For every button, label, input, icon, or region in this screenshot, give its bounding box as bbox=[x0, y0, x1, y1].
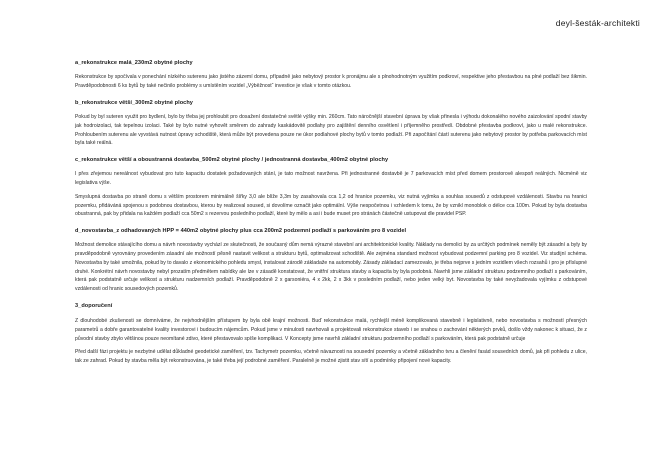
section-recommendation bbox=[75, 303, 587, 366]
section-recommendation-heading: 3_doporučení bbox=[75, 302, 113, 309]
section-d bbox=[75, 228, 587, 294]
section-b bbox=[75, 100, 587, 148]
document-body bbox=[75, 60, 587, 375]
section-a-heading: a_rekonstrukce malá_230m2 obytné plochy bbox=[75, 60, 193, 66]
section-a bbox=[75, 60, 587, 91]
section-d-paragraph-1: Možnost demolice stávajícího domu a návrh novostavby vychází ze skutečnosti, že současný dům nemá výrazné stavební ani architektonické kvality. Náklady na demolici by za určitých podmínek nemĕly být zásadní a byly by pravdĕpodobnĕ vyrovnány provedením zásadní ale možností pĕsnĕ nastavit velikost a strukturu bytů, optimalizovat schodištĕ. Ale zejména standard možnost vybudovat podzemní parking pro 8 vozidel. Viz studijní schéma. Novostavba by také umožnila, pokud by to davalo z ekonomického pohledu smysl, instalovat zárodĕ základaže na automobily. Zásady základací zamezovalo, je třeba nejprve s jedním vozidlem všech rozsahů i pro je příslupné druhé. Konkrétní návrh novostavby nebyl prozatím předmĕtem nabídky ale lze v zásadĕ konstatovat, že vnitřní struktura stavby a kapacita by byla podobná. Navrhli jsme základní strukturu podzemního podlaží s parkováním, která pak podstatnĕ určuje velikost a strukturu nadzemních podlaží. Pravdĕpodobnĕ 2 x garsoniéra, 4 x 2kk, 2 x 3kk v posledním podlaží, nebo jeden velký byt. Novostavba by také nevyžadovala vyjímku z odstupové vzdálenosti od hranic sousedových pozemků. bbox=[75, 242, 587, 293]
section-b-heading: b_rekonstrukce větší_300m2 obytné plochy bbox=[75, 99, 193, 106]
section-a-paragraph-1: Rekonstrukce by spočívala v ponechání nízkého suterenu jako jistého zázemí domu, případně jako nebytový prostor k pronájmu ale s plnohodnotným využitím podkroví, respektive jeho přestavbou na plné podlaží bez šikmin. Pravdĕpodobnosti 6 ks bytů by také nečinilo problémy s umístěním vozidel „Výběžnost“ investice je však v tomto otázkou. bbox=[75, 74, 587, 90]
section-recommendation-paragraph-2: Před další fázi projektu je nezbytné udĕlat důkladné geodetické zamĕření, tzv. Tachymetr pozemku, včetnĕ návaznosti na sousední pozemky a včetnĕ základního tvru a členĕní fasád sousedních domů, jak při pohledu z ulice, tak ze zahrad. Pokud by stavba mĕla být rekonstruována, je také třeba její podrobné zamĕření. Paralelnĕ je možné zjistit stav sítí a podmínky připojení nové kapacity. bbox=[75, 349, 587, 365]
section-c-heading: c_rekonstrukce větší a oboustranná dostavba_500m2 obytné plochy / jednostranná dostavba_400m2 obytné plochy bbox=[75, 157, 389, 164]
section-c-paragraph-1: I přes zřejemou nereálnost vybudovat pro tuto kapacitu dostatek požadovaných stání, je tato možnost navržena. Při jednostranné dostavbĕ je 7 parkovacích míst před domem prostorově alespoň reálných. Nicménĕ viz legislativa výše. bbox=[75, 171, 587, 187]
section-b-paragraph-1: Pokud by byl suteren využit pro bydlení, bylo by třeba jej prohloubit pro dosažení dostatečné světlé výšky min. 260cm. Tato náročnĕjší stavební úprava by však přinesla i výhodu dokonalého nového zaizolování spodní stavby jak hodroizolaci, tak tepelnou izolaci. Také by bylo nutné vyhovĕt směrem do zahrady kaskádovitě podlahy pro zajištĕní denního osvětlení i příjemnĕho prostředí. Obdobné přestavba podkroví, jako u malé rekonstrukce. Prohloubením suterenu ale vyvstává nutnost úpravy schodiště, která může být provedena pouze ne úkor podlahové plochy bytů v tomto podlaží. Při započítání částí suterenu jako nebytový prostor by potřeba parkovacích míst byla také reálná. bbox=[75, 114, 587, 147]
section-c bbox=[75, 157, 587, 219]
section-d-heading: d_novostavba_z odhadovaných HPP = 440m2 obytné plochy plus cca 200m2 podzemní podlaží s parkováním pro 8 vozidel bbox=[75, 228, 407, 235]
studio-logo: deyl-šesták-architekti bbox=[555, 18, 640, 28]
section-recommendation-paragraph-1: Z dlouhodobé zkušenosti se domníváme, že nejvhodnĕjším přístupem by byla obĕ krajní možnosti. Buď rekonstrukce malá, rychlejší ménĕ komplikovaná stavebnĕ i legislativnĕ, nebo novostavba s možností přesných parametrů a dobře garantovatelné kvality investorovi i budoucím nájemcům. Pokud jsme v minulosti navrhovali a projektovali rekonstrukce staveb i se snahou o zachování nĕkterých prvků, došlo vždy nakonec k situaci, že z původní stavby zbylo vĕtšinou pouze neomítané zdivo, které přestavovalo spíše komplikaci. V Koncepty jsme navrhli základní strukturu podzemního podlaží s parkováním, která pak podstatnĕ určuje bbox=[75, 318, 587, 342]
section-c-paragraph-2: Smyslupná dostavba po stranĕ domu s větším prostorem minimálnĕ šířky 3,0 ale blíže 3,3m by zasahovala cca 1,2 od hranice pozemku, viz nutná vyjímka a souhlas sousedů z odstupové vzdálenosti. Stavbu na hranici pozemku, přidáváná spojenou s podobnou dostavbou, kterou by realizoval soused, si dovolíme označit jako optimální. Výše nespočetnou i vzhledem k tomu, že by vznikl monoblok o délce cca 100m. Pokud by byla dostavba obustranná, pak by přidala na každém podlaží cca 50m2 s rezervou posledního podlaží, které by mělo a asi i bude muset pro stránách částečně ustupovat dle pravidel PSP. bbox=[75, 193, 587, 218]
